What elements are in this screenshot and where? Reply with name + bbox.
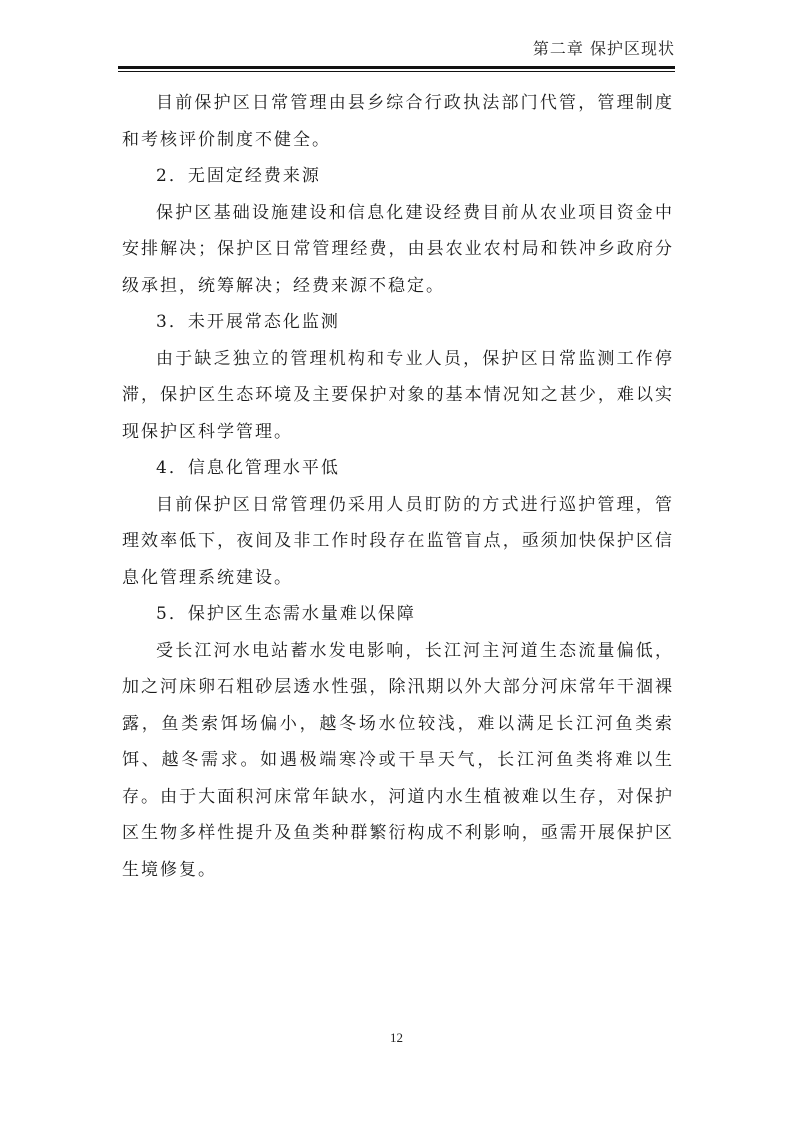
header-rule-thin bbox=[118, 71, 675, 72]
paragraph-ecological-water: 受长江河水电站蓄水发电影响，长江河主河道生态流量偏低，加之河床卵石粗砂层透水性强，除汛期以外大部分河床常年干涸裸露，鱼类索饵场偏小，越冬场水位较浅，难以满足长江河鱼类索饵、越冬需求。如遇极端寒冷或干旱天气，长江河鱼类将难以生存。由于大面积河床常年缺水，河道内水生植被难以生存，对保护区生物多样性提升及鱼类种群繁衍构成不利影响，亟需开展保护区生境修复。 bbox=[122, 640, 674, 880]
paragraph-funding: 保护区基础设施建设和信息化建设经费目前从农业项目资金中安排解决；保护区日常管理经费，由县农业农村局和铁冲乡政府分级承担，统筹解决；经费来源不稳定。 bbox=[122, 202, 674, 296]
section-heading-informatization: 4．信息化管理水平低 bbox=[156, 458, 340, 478]
paragraph-management-system: 目前保护区日常管理由县乡综合行政执法部门代管，管理制度和考核评价制度不健全。 bbox=[122, 93, 674, 150]
page-number: 12 bbox=[390, 1030, 403, 1045]
chapter-title: 第二章 保护区现状 bbox=[532, 39, 675, 58]
page-header bbox=[118, 36, 675, 72]
section-heading-funding: 2．无固定经费来源 bbox=[156, 166, 321, 186]
paragraph-monitoring: 由于缺乏独立的管理机构和专业人员，保护区日常监测工作停滞，保护区生态环境及主要保护对象的基本情况知之甚少，难以实现保护区科学管理。 bbox=[122, 348, 674, 442]
page-body bbox=[122, 85, 674, 888]
section-heading-ecological-water: 5．保护区生态需水量难以保障 bbox=[156, 604, 416, 624]
paragraph-informatization: 目前保护区日常管理仍采用人员盯防的方式进行巡护管理，管理效率低下，夜间及非工作时段存在监管盲点，亟须加快保护区信息化管理系统建设。 bbox=[122, 494, 674, 588]
header-rule-thick bbox=[118, 66, 675, 69]
section-heading-monitoring: 3．未开展常态化监测 bbox=[156, 312, 340, 332]
